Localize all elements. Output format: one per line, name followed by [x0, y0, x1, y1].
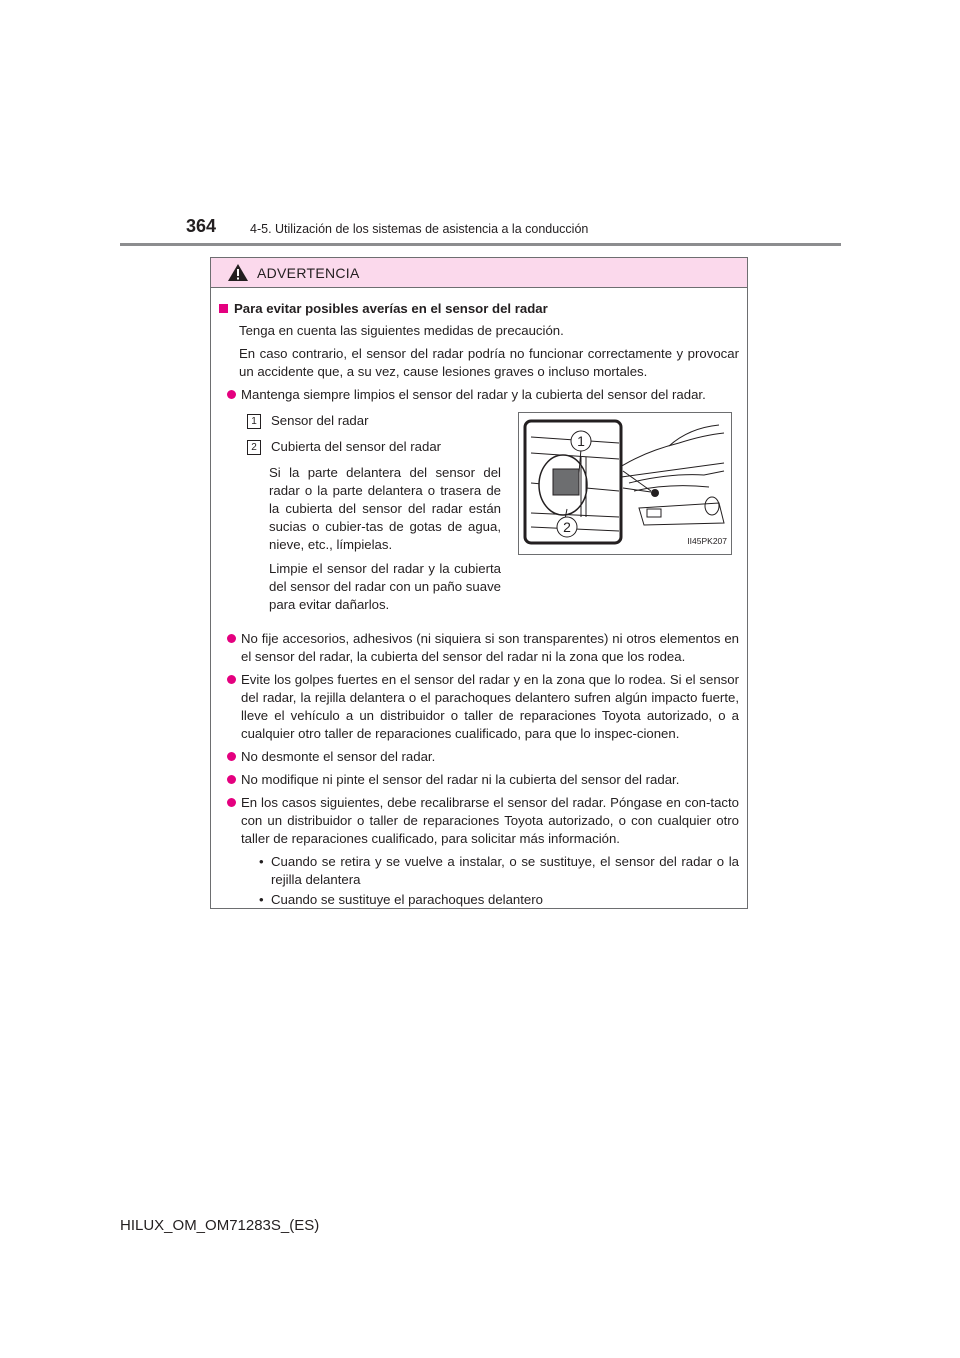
header-divider	[120, 243, 841, 246]
section-title: 4-5. Utilización de los sistemas de asistencia a la conducción	[250, 222, 589, 236]
warning-content	[219, 300, 739, 911]
callout-label: Cubierta del sensor del radar	[271, 439, 442, 454]
warning-title: ADVERTENCIA	[257, 264, 360, 281]
page-number: 364	[186, 216, 217, 236]
list-item	[227, 671, 739, 743]
figure-text	[247, 412, 501, 620]
square-bullet-icon	[219, 304, 228, 313]
circle-bullet-icon	[227, 775, 236, 784]
circle-bullet-icon	[227, 798, 236, 807]
list-item	[227, 386, 739, 404]
sub-list-item	[259, 891, 739, 909]
intro-paragraph: Tenga en cuenta las siguientes medidas de precaución.	[239, 323, 564, 338]
list-item	[227, 794, 739, 848]
list-item-text: Mantenga siempre limpios el sensor del radar y la cubierta del sensor del radar.	[241, 387, 706, 402]
document-code: HILUX_OM_OM71283S_(ES)	[120, 1217, 320, 1234]
sub-list-item-text: Cuando se retira y se vuelve a instalar, o se sustituye, el sensor del radar o la rejilla delantera	[271, 854, 739, 887]
list-item	[227, 771, 739, 789]
list-item-text: No fije accesorios, adhesivos (ni siquiera si son transparentes) ni otros elementos en el sensor del radar, la cubierta del sensor del radar ni la zona que los rodea.	[241, 631, 739, 664]
callout-item	[247, 438, 501, 456]
figure-paragraph: Limpie el sensor del radar y la cubierta del sensor del radar con un paño suave para evitar dañarlos.	[269, 561, 501, 612]
circle-bullet-icon	[227, 752, 236, 761]
list-item-text: No desmonte el sensor del radar.	[241, 749, 436, 764]
list-item-text: Evite los golpes fuertes en el sensor del radar y en la zona que lo rodea. Si el sensor del radar, la rejilla delantera o el parachoques delantero sufren algún impacto fuerte, lleve el vehículo a un distribuidor o taller de reparaciones Toyota autorizado, o a cualquier otro taller de reparaciones cualificado, para que lo inspec-cionen.	[241, 672, 739, 741]
warning-triangle-icon	[227, 263, 249, 282]
list-item-text: No modifique ni pinte el sensor del radar ni la cubierta del sensor del radar.	[241, 772, 680, 787]
intro-paragraph: En caso contrario, el sensor del radar podría no funcionar correctamente y provocar un accidente que, a su vez, cause lesiones graves o incluso mortales.	[239, 346, 739, 379]
callout-number: 1	[247, 414, 261, 429]
figure-code: II45PK207	[687, 536, 727, 546]
callout-number: 2	[247, 440, 261, 455]
figure-marker-1: 1	[577, 433, 585, 449]
sub-list	[259, 853, 739, 909]
callout-item	[247, 412, 501, 430]
warning-box	[210, 257, 748, 909]
figure-paragraph: Si la parte delantera del sensor del radar o la parte delantera o trasera de la cubierta del sensor del radar están sucias o cubier-tas de gotas de agua, nieve, etc., límpielas.	[269, 465, 501, 552]
radar-sensor-illustration	[518, 412, 732, 555]
figure-marker-2: 2	[563, 519, 571, 535]
warning-subhead	[219, 300, 739, 318]
circle-bullet-icon	[227, 634, 236, 643]
callout-label: Sensor del radar	[271, 413, 369, 428]
figure-section	[247, 412, 739, 620]
sub-list-item-text: Cuando se sustituye el parachoques delantero	[271, 892, 543, 907]
circle-bullet-icon	[227, 390, 236, 399]
sub-list-item	[259, 853, 739, 889]
list-item	[227, 630, 739, 666]
dot-bullet-icon: •	[259, 854, 264, 869]
circle-bullet-icon	[227, 675, 236, 684]
dot-bullet-icon: •	[259, 892, 264, 907]
list-item	[227, 748, 739, 766]
warning-header	[211, 258, 747, 288]
subhead-text: Para evitar posibles averías en el sensor del radar	[234, 301, 548, 316]
list-item-text: En los casos siguientes, debe recalibrarse el sensor del radar. Póngase en con-tacto con un distribuidor o taller de reparaciones Toyota autorizado, o con cualquier otro taller de reparaciones cualificado, para solicitar más información.	[241, 795, 739, 846]
